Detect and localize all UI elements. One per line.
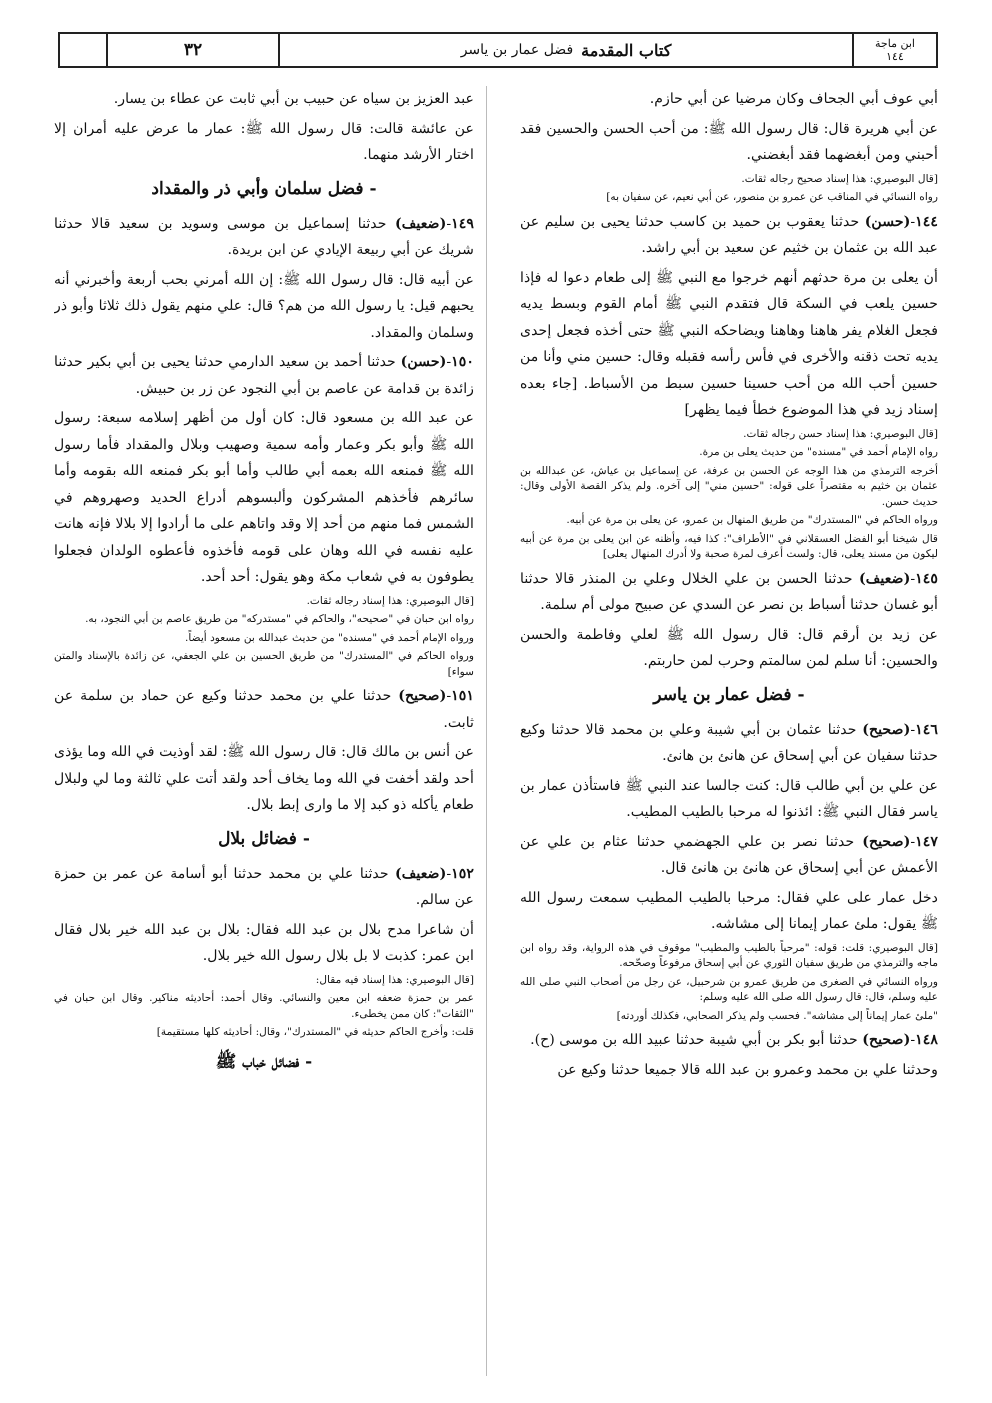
hadith-body: حدثنا إسماعيل بن موسى وسويد بن سعيد قالا حدثنا شريك عن أبي ربيعة الإيادي عن ابن بريدة. [54, 215, 474, 258]
hadith-grade: (صحيح) [398, 688, 447, 704]
footnote: ورواه النسائي في الصغرى من طريق عمرو بن شرحبيل، عن رجل من أصحاب النبي صلى الله عليه وسلم، قال: قال رسول الله صلى الله عليه وسلم: [520, 975, 938, 1003]
footnote: [قال البوصيري: هذا إسناد حسن رجاله ثقات. [743, 427, 938, 440]
hadith-text [520, 265, 938, 424]
hadith-body: عن أنس بن مالك قال: قال رسول الله ﷺ: لقد أوذيت في الله وما يؤذى أحد ولقد أخفت في الله وما يخاف أحد ولقد أتت علي ثالثة وما لي ولبلال طعام يأكله ذو كبد إلا ما وارى إبط بلال. [54, 744, 474, 813]
number-dash: - [910, 833, 916, 850]
section-heading [54, 179, 474, 199]
number-dash: - [910, 721, 916, 738]
hadith-number: ١٤٩ [451, 215, 474, 232]
hadith-text [54, 405, 474, 591]
footnote: [قال البوصيري: هذا إسناد فيه مقال: [315, 973, 474, 986]
footnote: [قال البوصيري: قلت: قوله: "مرحباً بالطيب والمطيب" موقوف في هذه الرواية، وقد رواه ابن ماجه والترمذي من طريق سفيان الثوري عن أبي إسحاق مرفوعاً وصحّحه. [520, 941, 938, 969]
header-page-cell [106, 34, 278, 66]
hadith-body: عن أبي هريرة قال: قال رسول الله ﷺ: من أحب الحسن والحسين فقد أحبني ومن أبغضهما فقد أبغضني. [520, 120, 938, 163]
hadith-body: عن علي بن أبي طالب قال: كنت جالسا عند النبي ﷺ فاستأذن عمار بن ياسر فقال النبي ﷺ: ائذنوا له مرحبا بالطيب المطيب. [520, 777, 938, 820]
footnote: قال شيخنا أبو الفضل العسقلاني في "الأطراف": كذا فيه، وأظنه عن ابن يعلى بن مرة عن أبيه ليكون من مسند يعلى، قال: ولست أعرف لمرة صحبة ولا أدرك المنهال يعلى] [520, 532, 938, 560]
hadith-number: ١٥٠ [451, 354, 474, 370]
hadith-grade: (حسن) [864, 213, 911, 230]
footnote: أخرجه الترمذي من هذا الوجه عن الحسن بن عرفة، عن إسماعيل بن عياش، عن عبدالله بن عثمان بن خثيم به مقتصراً على قوله: "حسين مني" إلى آخره. ولم يذكر القصة الأولى وقال: حديث حسن. [520, 464, 938, 508]
hadith-body: دخل عمار على علي فقال: مرحبا بالطيب المطيب سمعت رسول الله ﷺ يقول: ملئ عمار إيمانا إلى مشاشه. [520, 889, 938, 932]
hadith-text [520, 86, 938, 113]
hadith-number: ١٤٨ [915, 1032, 938, 1048]
section-heading [54, 829, 474, 849]
section-title: فضائل خباب ﷺ [215, 1051, 300, 1072]
hadith-number: ١٤٦ [915, 721, 938, 738]
hadith-number: ١٤٤ [915, 213, 938, 230]
header-title-cell [278, 34, 852, 66]
hadith-body: حدثنا أبو بكر بن أبي شيبة حدثنا عبيد الله بن موسى (ح). [530, 1032, 858, 1048]
hadith-entry [54, 861, 474, 914]
hadith-entry [520, 717, 938, 770]
number-dash: - [446, 688, 452, 704]
footnote: رواه الإمام أحمد في "مسنده" من حديث يعلى بن مرة. [699, 446, 938, 458]
hadith-text [520, 622, 938, 675]
section-dash: - [305, 1051, 313, 1072]
footnote: رواه النسائي في المناقب عن عمرو بن منصور، عن أبي نعيم، عن سفيان به] [606, 191, 938, 203]
footnote: رواه ابن حبان في "صحيحه"، والحاكم في "مستدركه" من طريق عاصم بن أبي النجود، به. [85, 613, 474, 625]
footnote: [قال البوصيري: هذا إسناد صحيح رجاله ثقات. [741, 172, 938, 185]
hadith-grade: (صحيح) [862, 833, 911, 850]
hadith-body: حدثنا نصر بن علي الجهضمي حدثنا عثام بن علي عن الأعمش عن أبي إسحاق عن هانئ بن هانئ قال. [520, 833, 938, 876]
hadith-grade: (صحيح) [862, 1032, 911, 1048]
hadith-entry [520, 1027, 938, 1054]
hadith-entry [54, 349, 474, 402]
header-empty-cell [60, 34, 106, 66]
hadith-text [520, 1057, 938, 1084]
number-dash: - [910, 1032, 916, 1048]
hadith-text [520, 885, 938, 938]
hadith-number: ١٥١ [451, 688, 474, 704]
header-hadith-number: ١٤٤ [886, 50, 904, 63]
hadith-number: ١٥٢ [451, 865, 474, 882]
header-chapter: فضل عمار بن ياسر [460, 42, 574, 58]
hadith-text [54, 917, 474, 970]
header-book-title: كتاب المقدمة [581, 40, 672, 60]
hadith-body: حدثنا أحمد بن سعيد الدارمي حدثنا يحيى بن أبي بكير حدثنا زائدة بن قدامة عن عاصم بن أبي النجود عن زر بن حبيش. [54, 354, 474, 397]
footnote: [قال البوصيري: هذا إسناد رجاله ثقات. [306, 594, 474, 607]
hadith-text [520, 116, 938, 169]
footnote: قلت: وأخرج الحاكم حديثه في "المستدرك"، وقال: أحاديثه كلها مستقيمة] [156, 1026, 474, 1038]
section-title: فضل سلمان وأبي ذر والمقداد [151, 178, 364, 199]
section-dash: - [302, 828, 310, 849]
page-header [58, 32, 938, 68]
right-column [520, 86, 938, 1376]
hadith-entry [520, 566, 938, 619]
footnote: عمر بن حمزة ضعفه ابن معين والنسائي. وقال أحمد: أحاديثه مناكير. وقال ابن حبان في "الثقات": كان ممن يخطىء. [54, 992, 474, 1020]
number-dash: - [910, 213, 916, 230]
page-number: ٣٢ [183, 40, 203, 60]
section-heading [54, 1051, 474, 1076]
hadith-body: حدثنا الحسن بن علي الخلال وعلي بن المنذر قالا حدثنا أبو غسان حدثنا أسباط بن نصر عن السدي عن صبيح مولى أم سلمة. [520, 570, 938, 613]
hadith-body: عبد العزيز بن سياه عن حبيب بن أبي ثابت عن عطاء بن يسار. [113, 91, 474, 107]
hadith-body: عن عبد الله بن مسعود قال: كان أول من أظهر إسلامه سبعة: رسول الله ﷺ وأبو بكر وعمار وأمه سمية وصهيب وبلال والمقداد فأما رسول الله ﷺ فمنعه الله بعمه أبي طالب وأما أبو بكر فمنعه الله بقومه وأما سائرهم فأخذهم المشركون وألبسوهم أدراع الحديد وصهروهم في الشمس فما منهم من أحد إلا وقد واتاهم على ما أرادوا إلا بلالا فإنه هانت عليه نفسه في الله وهان على قومه فأخذوه فأعطوه الولدان فجعلوا يطوفون به في شعاب مكة وهو يقول: أحد أحد. [54, 410, 474, 585]
hadith-body: حدثنا عثمان بن أبي شيبة وعلي بن محمد قالا حدثنا وكيع حدثنا سفيان عن أبي إسحاق عن هانئ بن هانئ. [520, 721, 938, 764]
hadith-grade: (صحيح) [862, 721, 911, 738]
footnote: "ملئ عمار إيماناً إلى مشاشه". فحسب ولم يذكر الصحابي، فكذلك أوردته] [616, 1009, 938, 1022]
hadith-entry [54, 683, 474, 736]
left-column [54, 86, 474, 1376]
hadith-body: حدثنا يعقوب بن حميد بن كاسب حدثنا يحيى بن سليم عن عبد الله بن عثمان بن خثيم عن سعيد بن أبي راشد. [520, 213, 938, 256]
hadith-entry [520, 209, 938, 262]
section-title: فضل عمار بن ياسر [653, 684, 792, 705]
hadith-body: حدثنا علي بن محمد حدثنا أبو أسامة عن عمر بن حمزة عن سالم. [54, 865, 474, 908]
number-dash: - [910, 570, 916, 587]
hadith-body: عن زيد بن أرقم قال: قال رسول الله ﷺ لعلي وفاطمة والحسن والحسين: أنا سلم لمن سالمتم وحرب لمن حاربتم. [520, 626, 938, 669]
hadith-body: أن شاعرا مدح بلال بن عبد الله فقال: بلال بن عبد الله خير بلال فقال ابن عمر: كذبت لا بل بلال رسول الله خير بلال. [54, 921, 474, 964]
hadith-number: ١٤٥ [915, 570, 938, 587]
hadith-body: وحدثنا علي بن محمد وعمرو بن عبد الله قالا جميعا حدثنا وكيع عن [557, 1061, 938, 1078]
hadith-grade: (ضعيف) [859, 570, 911, 587]
section-dash: - [797, 684, 805, 705]
hadith-entry [54, 211, 474, 264]
hadith-body: أبي عوف أبي الجحاف وكان مرضيا عن أبي حازم. [649, 91, 938, 107]
hadith-grade: (ضعيف) [395, 865, 447, 882]
header-book-cell [852, 34, 936, 66]
hadith-text [54, 86, 474, 113]
hadith-body: حدثنا علي بن محمد حدثنا وكيع عن حماد بن سلمة عن ثابت. [54, 688, 474, 731]
footnote: ورواه الحاكم في "المستدرك" من طريق المنهال بن عمرو، عن يعلى بن مرة عن أبيه. [566, 514, 938, 526]
footnote: ورواه الإمام أحمد في "مسنده" من حديث عبدالله بن مسعود أيضاً. [185, 631, 474, 644]
hadith-text [520, 773, 938, 826]
number-dash: - [446, 215, 452, 232]
hadith-entry [520, 829, 938, 882]
hadith-grade: (حسن) [400, 354, 447, 370]
hadith-text [54, 267, 474, 347]
footnote: ورواه الحاكم في "المستدرك" من طريق الحسين بن علي الجعفي، عن زائدة بالإسناد والمتن سواء] [54, 650, 474, 678]
hadith-number: ١٤٧ [915, 833, 938, 850]
hadith-body: أن يعلى بن مرة حدثهم أنهم خرجوا مع النبي ﷺ إلى طعام دعوا له فإذا حسين يلعب في السكة قال فتقدم النبي ﷺ أمام القوم وبسط يديه فجعل الغلام يفر هاهنا وهاهنا ويضاحكه النبي ﷺ حتى أخذه فجعل إحدى يديه تحت ذقنه والأخرى في فأس رأسه فقبله وقال: حسين مني وأنا من حسين أحب الله من أحب حسينا حسين سبط من الأسباط. [جاء بعده إسناد زيد في هذا الموضوع خطأ فيما يظهر] [520, 269, 938, 418]
section-dash: - [369, 178, 377, 199]
section-heading [520, 685, 938, 705]
hadith-grade: (ضعيف) [395, 215, 447, 232]
hadith-body: عن عائشة قالت: قال رسول الله ﷺ: عمار ما عرض عليه أمران إلا اختار الأرشد منهما. [54, 120, 474, 163]
number-dash: - [446, 865, 452, 882]
hadith-body: عن أبيه قال: قال رسول الله ﷺ: إن الله أمرني بحب أربعة وأخبرني أنه يحبهم قيل: يا رسول الله من هم؟ قال: علي منهم يقول ذلك ثلاثا وأبو ذر وسلمان والمقداد. [54, 271, 474, 341]
column-divider [486, 86, 487, 1376]
section-title: فضائل بلال [218, 828, 297, 849]
number-dash: - [446, 354, 452, 370]
header-book-name: ابن ماجة [875, 37, 915, 50]
hadith-text [54, 116, 474, 169]
hadith-text [54, 739, 474, 819]
